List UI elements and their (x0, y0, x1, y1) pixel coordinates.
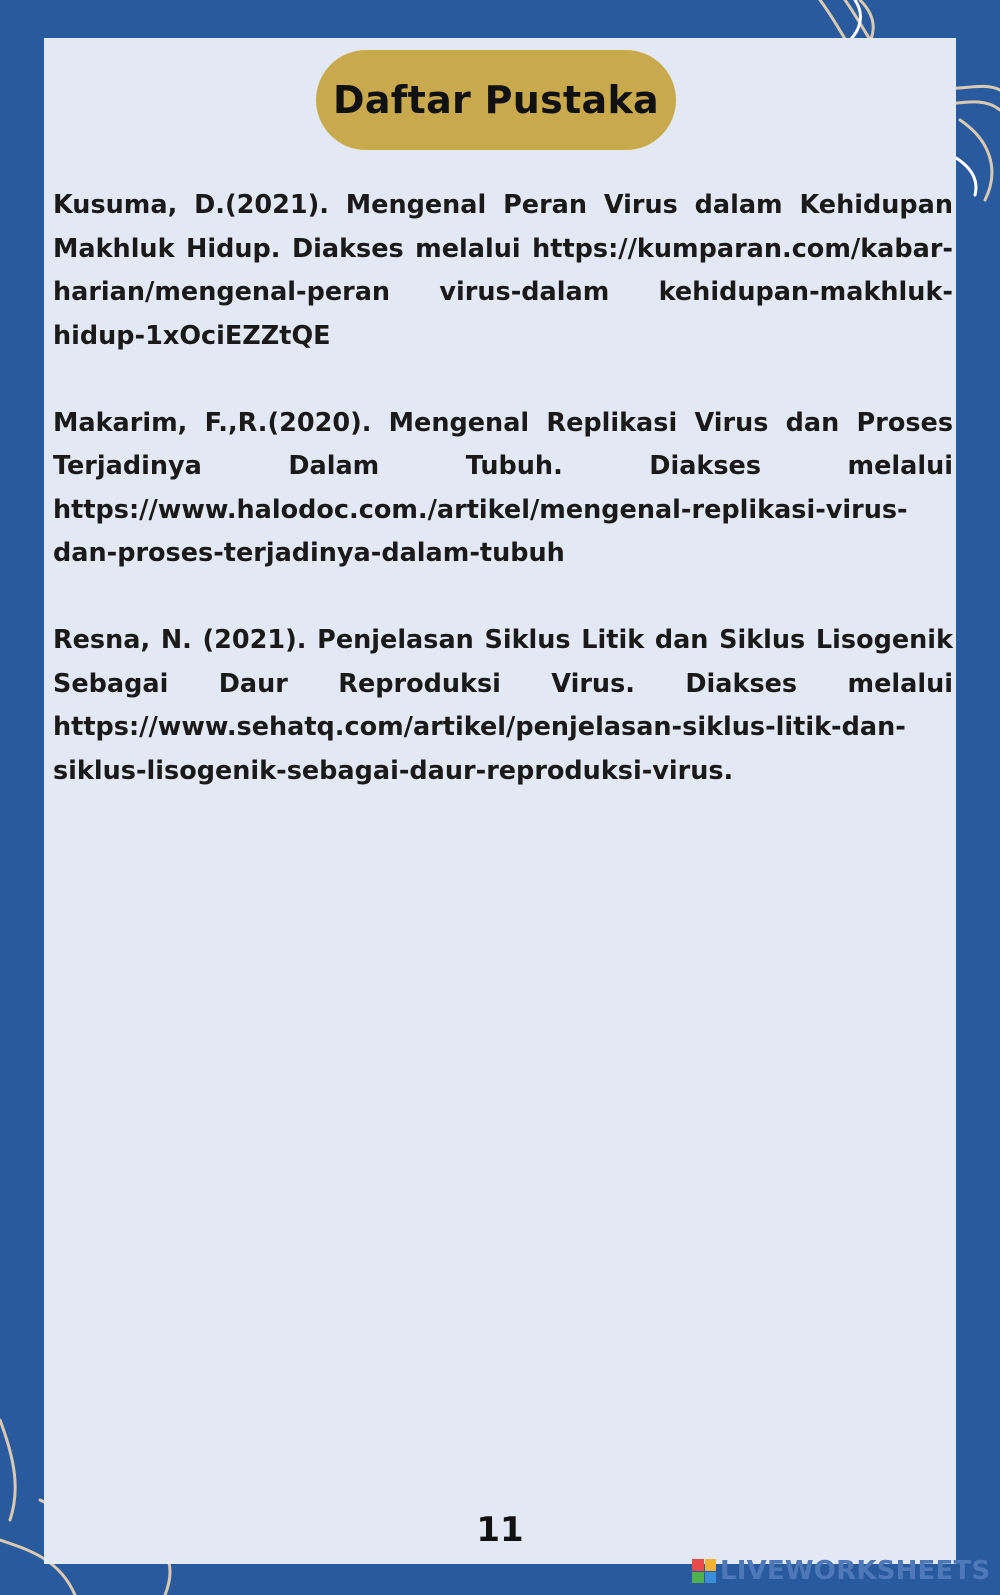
watermark-text: LIVEWORKSHEETS (720, 1556, 991, 1586)
reference-entry: Kusuma, D.(2021). Mengenal Peran Virus dalam Kehidupan Makhluk Hidup. Diakses melalui https://kumparan.com/kabar-harian/mengenal-peran virus-dalam kehidupan-makhluk-hidup-1xOciEZZtQE (53, 190, 953, 351)
page-title: Daftar Pustaka (333, 78, 659, 122)
reference-entry: Makarim, F.,R.(2020). Mengenal Replikasi Virus dan Proses Terjadinya Dalam Tubuh. Diakses melalui https://www.halodoc.com./artikel/mengenal-replikasi-virus-dan-proses-terjadinya-dalam-tubuh (53, 407, 953, 568)
liveworksheets-logo-icon (692, 1559, 716, 1583)
worksheet-page (44, 38, 956, 1564)
title-banner (316, 50, 676, 150)
page-number: 11 (476, 1510, 524, 1550)
reference-list (53, 184, 953, 837)
liveworksheets-watermark (692, 1556, 990, 1586)
reference-entry: Resna, N. (2021). Penjelasan Siklus Litik dan Siklus Lisogenik Sebagai Daur Reproduksi Virus. Diakses melalui https://www.sehatq.com/artikel/penjelasan-siklus-litik-dan-siklus-lisogenik-sebagai-daur-reproduksi-virus. (53, 625, 953, 786)
